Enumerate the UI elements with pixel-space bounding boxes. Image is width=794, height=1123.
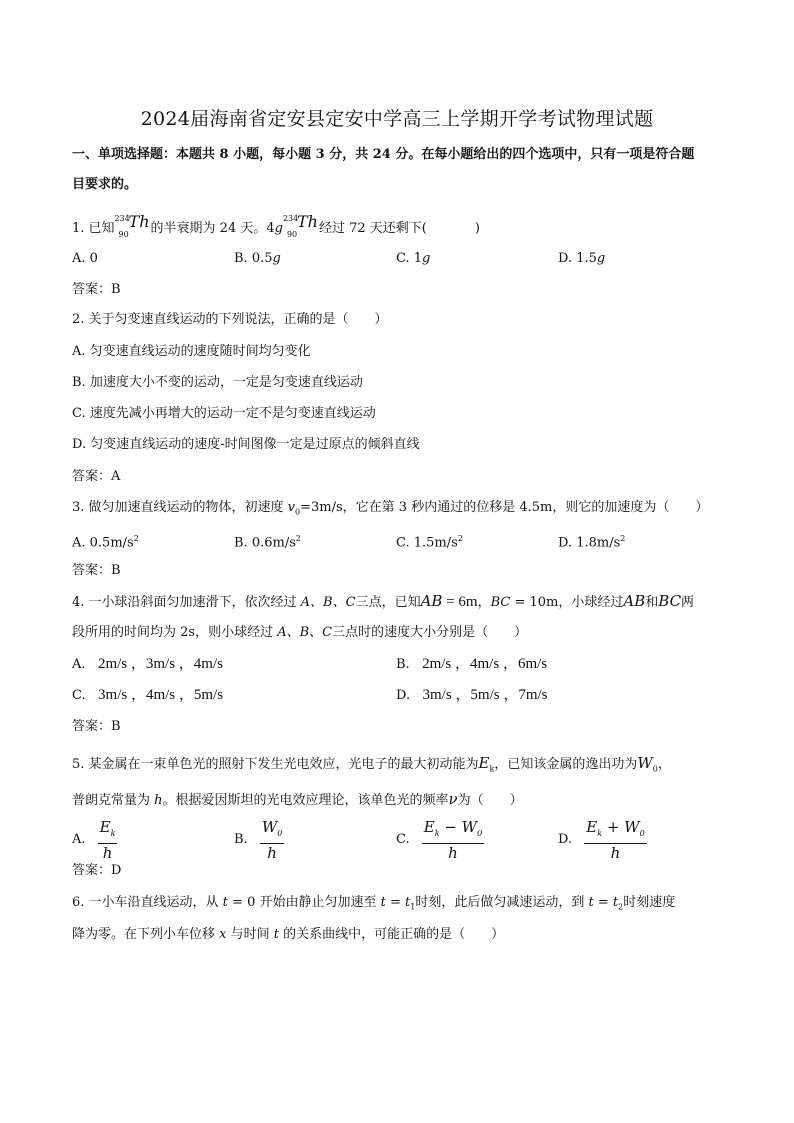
q3-answer: 答案：B [72, 563, 121, 578]
q2-option-b: B. 加速度大小不变的运动，一定是匀变速直线运动 [72, 375, 363, 390]
question-4-stem-line2: 段所用的时间均为 2s，则小球经过 A、B、C三点时的速度大小分别是（ ） [72, 625, 528, 640]
q1-option-c: C. 1g [396, 251, 431, 266]
q5-option-d: D. $\frac{E_k + W_0}{h}$ [558, 818, 645, 862]
q5-answer: 答案：D [72, 863, 122, 878]
question-5-stem-line1: 5. 某金属在一束单色光的照射下发生光电效应，光电子的最大初动能为$E_k$，已知该金属的逸出功为$W_0$， [72, 754, 671, 774]
question-6-stem-line1: 6. 一小车沿直线运动，从 t = 0 开始由静止匀加速至 $t = t_1$时刻，此后做匀减速运动，到 $t = t_2$时刻速度 [72, 895, 676, 912]
q3-option-c: C. $1.5m/s^2$ [396, 534, 463, 551]
q1-mid: 的半衰期为 24 天。4 [150, 221, 275, 236]
q1-option-b: B. 0.5g [234, 251, 281, 266]
q1-close: ) [474, 221, 480, 236]
q4-option-c: C. 3m/s ，4m/s ，5m/s [72, 687, 224, 703]
section-heading-cont: 目要求的。 [72, 177, 138, 192]
q2-option-d: D. 匀变速直线运动的速度-时间图像一定是过原点的倾斜直线 [72, 437, 420, 452]
section-heading: 一、单项选择题：本题共 8 小题，每小题 3 分，共 24 分。在每小题给出的四个选项中，只有一项是符合题 [72, 147, 695, 162]
q4-answer: 答案：B [72, 719, 121, 734]
q1-option-a: A. 0 [72, 251, 98, 266]
q3-option-b: B. $0.6m/s^2$ [234, 534, 301, 551]
q1-pre: 1. 已知 [72, 221, 115, 236]
q2-option-c: C. 速度先减小再增大的运动一定不是匀变速直线运动 [72, 406, 376, 421]
q4-option-b: B. 2m/s ，4m/s ，6m/s [396, 656, 548, 672]
q3-option-a: A. $0.5m/s^2$ [72, 534, 139, 551]
thorium-nuclide-2: 234 90 Th [282, 212, 318, 239]
q5-option-b: B. $\frac{W_0}{h}$ [234, 818, 283, 862]
q3-option-d: D. $1.8m/s^2$ [558, 534, 626, 551]
question-4-stem-line1: 4. 一小球沿斜面匀加速滑下，依次经过 A、B、C三点，已知AB = 6m，BC = 10m，小球经过AB和BC两 [72, 592, 695, 610]
q1-post: 经过 72 天还剩下( [318, 221, 427, 236]
question-2-stem: 2. 关于匀变速直线运动的下列说法，正确的是（ ） [72, 312, 388, 327]
q1-answer: 答案：B [72, 282, 121, 297]
q2-option-a: A. 匀变速直线运动的速度随时间均匀变化 [72, 344, 311, 359]
thorium-nuclide: 234 90 Th [114, 212, 150, 239]
q5-option-c: C. $\frac{E_k - W_0}{h}$ [396, 818, 483, 862]
question-6-stem-line2: 降为零。在下列小车位移 x 与时间 t 的关系曲线中，可能正确的是（ ） [72, 927, 505, 942]
q4-option-a: A. 2m/s ，3m/s ，4m/s [72, 656, 223, 672]
q4-option-d: D. 3m/s ，5m/s ，7m/s [396, 687, 548, 703]
question-1-stem [72, 212, 480, 239]
page-title: 2024届海南省定安县定安中学高三上学期开学考试物理试题 [140, 108, 654, 130]
q5-option-a: A. $\frac{E_k}{h}$ [72, 818, 116, 862]
q2-answer: 答案：A [72, 469, 121, 484]
question-3-stem: 3. 做匀加速直线运动的物体，初速度 $v_0=3m/s$，它在第 3 秒内通过的位移是 4.5m，则它的加速度为（ ） [72, 500, 709, 517]
q1-unit-g: g [274, 221, 283, 236]
q1-option-d: D. 1.5g [558, 251, 606, 266]
question-5-stem-line2: 普朗克常量为 h。根据爱因斯坦的光电效应理论，该单色光的频率ν为（ ） [72, 790, 523, 808]
